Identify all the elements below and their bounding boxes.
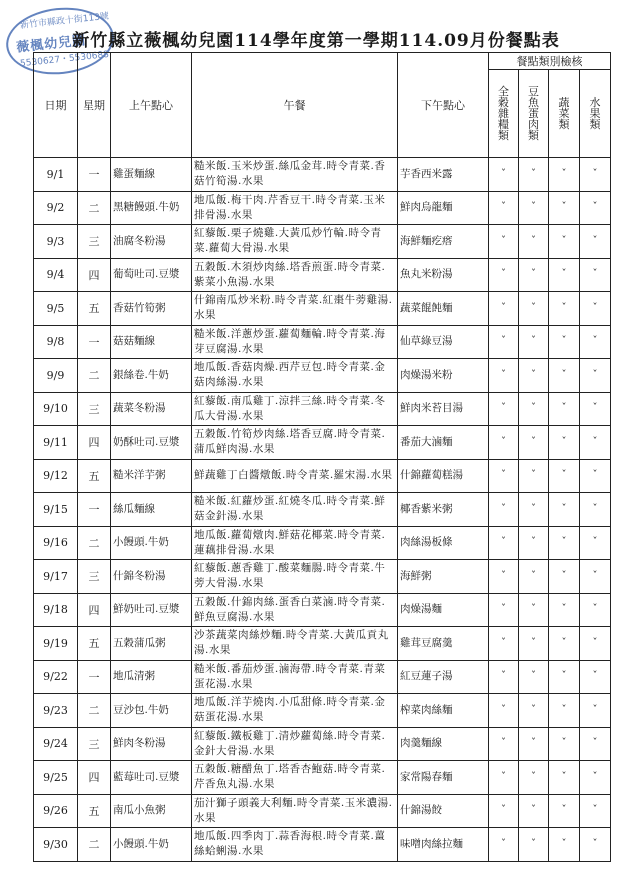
check-mark-vegetables: ˇ: [549, 560, 580, 594]
morning-snack-cell: 南瓜小魚粥: [111, 794, 192, 828]
afternoon-snack-cell: 仙草綠豆湯: [398, 325, 489, 359]
date-cell: 9/18: [34, 593, 78, 627]
date-cell: 9/4: [34, 258, 78, 292]
table-row: [34, 660, 611, 694]
check-mark-vegetables: ˇ: [549, 191, 580, 225]
afternoon-snack-cell: 榨菜肉絲麵: [398, 694, 489, 728]
weekday-cell: 四: [78, 258, 111, 292]
lunch-cell: 五穀飯.什錦肉絲.蛋香白菜滷.時令青菜.鮮魚豆腐湯.水果: [192, 593, 398, 627]
check-mark-grains: ˇ: [489, 258, 519, 292]
check-mark-vegetables: ˇ: [549, 392, 580, 426]
afternoon-snack-cell: 鮮肉烏龍麵: [398, 191, 489, 225]
lunch-cell: 沙茶蔬菜肉絲炒麵.時令青菜.大黃瓜貢丸湯.水果: [192, 627, 398, 661]
header-morning-snack: 上午點心: [111, 53, 192, 158]
check-mark-fruit: ˇ: [580, 560, 611, 594]
check-mark-fruit: ˇ: [580, 359, 611, 393]
table-row: [34, 426, 611, 460]
table-row: [34, 627, 611, 661]
check-mark-vegetables: ˇ: [549, 794, 580, 828]
weekday-cell: 一: [78, 158, 111, 192]
weekday-cell: 三: [78, 727, 111, 761]
table-row: [34, 761, 611, 795]
morning-snack-cell: 地瓜清粥: [111, 660, 192, 694]
lunch-cell: 五穀飯.糖醋魚丁.塔香杏鮑菇.時令青菜.芹香魚丸湯.水果: [192, 761, 398, 795]
lunch-cell: 紅藜飯.蔥香雞丁.酸菜麵腸.時令青菜.牛蒡大骨湯.水果: [192, 560, 398, 594]
check-mark-grains: ˇ: [489, 191, 519, 225]
date-cell: 9/22: [34, 660, 78, 694]
date-cell: 9/16: [34, 526, 78, 560]
meal-table: [33, 52, 611, 862]
header-check-fruit: 水果類: [580, 70, 611, 158]
lunch-cell: 糙米飯.番茄炒蛋.滷海帶.時令青菜.青菜蛋花湯.水果: [192, 660, 398, 694]
check-mark-protein: ˇ: [519, 258, 549, 292]
weekday-cell: 二: [78, 828, 111, 862]
date-cell: 9/10: [34, 392, 78, 426]
table-row: [34, 828, 611, 862]
weekday-cell: 四: [78, 761, 111, 795]
weekday-cell: 二: [78, 191, 111, 225]
check-mark-grains: ˇ: [489, 694, 519, 728]
header-check-vegetables: 蔬菜類: [549, 70, 580, 158]
afternoon-snack-cell: 肉羹麵線: [398, 727, 489, 761]
check-mark-fruit: ˇ: [580, 694, 611, 728]
table-row: [34, 325, 611, 359]
date-cell: 9/19: [34, 627, 78, 661]
weekday-cell: 二: [78, 526, 111, 560]
table-row: [34, 392, 611, 426]
check-mark-fruit: ˇ: [580, 593, 611, 627]
check-mark-fruit: ˇ: [580, 191, 611, 225]
afternoon-snack-cell: 蔬菜餛飩麵: [398, 292, 489, 326]
check-mark-fruit: ˇ: [580, 794, 611, 828]
table-row: [34, 191, 611, 225]
date-cell: 9/11: [34, 426, 78, 460]
check-mark-vegetables: ˇ: [549, 761, 580, 795]
morning-snack-cell: 葡萄吐司.豆漿: [111, 258, 192, 292]
check-mark-fruit: ˇ: [580, 727, 611, 761]
check-mark-vegetables: ˇ: [549, 828, 580, 862]
lunch-cell: 紅藜飯.鐵板雞丁.清炒蘿蔔絲.時令青菜.金針大骨湯.水果: [192, 727, 398, 761]
date-cell: 9/9: [34, 359, 78, 393]
afternoon-snack-cell: 番茄大滷麵: [398, 426, 489, 460]
header-weekday: 星期: [78, 53, 111, 158]
check-mark-protein: ˇ: [519, 392, 549, 426]
check-mark-protein: ˇ: [519, 727, 549, 761]
table-row: [34, 158, 611, 192]
table-row: [34, 727, 611, 761]
morning-snack-cell: 小饅頭.牛奶: [111, 526, 192, 560]
morning-snack-cell: 五穀蒲瓜粥: [111, 627, 192, 661]
check-mark-grains: ˇ: [489, 828, 519, 862]
weekday-cell: 二: [78, 359, 111, 393]
table-row: [34, 560, 611, 594]
check-mark-grains: ˇ: [489, 325, 519, 359]
weekday-cell: 三: [78, 225, 111, 259]
check-mark-vegetables: ˇ: [549, 359, 580, 393]
date-cell: 9/12: [34, 459, 78, 493]
header-check-protein: 豆魚蛋肉類: [519, 70, 549, 158]
check-mark-protein: ˇ: [519, 191, 549, 225]
weekday-cell: 五: [78, 459, 111, 493]
lunch-cell: 什錦南瓜炒米粉.時令青菜.紅棗牛蒡雞湯.水果: [192, 292, 398, 326]
morning-snack-cell: 菇菇麵線: [111, 325, 192, 359]
check-mark-vegetables: ˇ: [549, 426, 580, 460]
table-row: [34, 493, 611, 527]
afternoon-snack-cell: 肉絲湯板條: [398, 526, 489, 560]
date-cell: 9/17: [34, 560, 78, 594]
meal-table-body: [34, 158, 611, 862]
morning-snack-cell: 香菇竹筍粥: [111, 292, 192, 326]
weekday-cell: 五: [78, 794, 111, 828]
check-mark-fruit: ˇ: [580, 526, 611, 560]
afternoon-snack-cell: 魚丸米粉湯: [398, 258, 489, 292]
check-mark-fruit: ˇ: [580, 225, 611, 259]
check-mark-vegetables: ˇ: [549, 225, 580, 259]
morning-snack-cell: 絲瓜麵線: [111, 493, 192, 527]
date-cell: 9/30: [34, 828, 78, 862]
check-mark-protein: ˇ: [519, 828, 549, 862]
check-mark-protein: ˇ: [519, 526, 549, 560]
stamp-address: 新竹市縣政十街113號: [19, 11, 110, 32]
check-mark-vegetables: ˇ: [549, 292, 580, 326]
stamp-phone: 5530627・5530688: [19, 49, 110, 70]
check-mark-vegetables: ˇ: [549, 694, 580, 728]
afternoon-snack-cell: 家常陽春麵: [398, 761, 489, 795]
stamp-name: 薇楓幼兒園: [15, 33, 87, 56]
weekday-cell: 一: [78, 325, 111, 359]
lunch-cell: 鮮蔬雞丁白醬燉飯.時令青菜.羅宋湯.水果: [192, 459, 398, 493]
morning-snack-cell: 糙米洋芋粥: [111, 459, 192, 493]
afternoon-snack-cell: 肉燥湯麵: [398, 593, 489, 627]
check-mark-grains: ˇ: [489, 593, 519, 627]
check-mark-protein: ˇ: [519, 660, 549, 694]
morning-snack-cell: 蔬菜冬粉湯: [111, 392, 192, 426]
date-cell: 9/26: [34, 794, 78, 828]
weekday-cell: 三: [78, 560, 111, 594]
check-mark-fruit: ˇ: [580, 828, 611, 862]
morning-snack-cell: 雞蛋麵線: [111, 158, 192, 192]
check-mark-vegetables: ˇ: [549, 727, 580, 761]
check-mark-protein: ˇ: [519, 694, 549, 728]
table-row: [34, 794, 611, 828]
check-mark-protein: ˇ: [519, 359, 549, 393]
table-row: [34, 593, 611, 627]
check-mark-fruit: ˇ: [580, 459, 611, 493]
afternoon-snack-cell: 什錦蘿蔔糕湯: [398, 459, 489, 493]
table-row: [34, 459, 611, 493]
lunch-cell: 地瓜飯.洋芋燒肉.小瓜甜條.時令青菜.金菇蛋花湯.水果: [192, 694, 398, 728]
table-row: [34, 292, 611, 326]
date-cell: 9/3: [34, 225, 78, 259]
check-mark-vegetables: ˇ: [549, 593, 580, 627]
check-mark-grains: ˇ: [489, 392, 519, 426]
check-mark-fruit: ˇ: [580, 158, 611, 192]
weekday-cell: 四: [78, 593, 111, 627]
afternoon-snack-cell: 味噌肉絲拉麵: [398, 828, 489, 862]
check-mark-grains: ˇ: [489, 761, 519, 795]
morning-snack-cell: 鮮奶吐司.豆漿: [111, 593, 192, 627]
check-mark-vegetables: ˇ: [549, 526, 580, 560]
check-mark-grains: ˇ: [489, 727, 519, 761]
date-cell: 9/8: [34, 325, 78, 359]
check-mark-vegetables: ˇ: [549, 325, 580, 359]
weekday-cell: 三: [78, 392, 111, 426]
check-mark-protein: ˇ: [519, 325, 549, 359]
check-mark-vegetables: ˇ: [549, 158, 580, 192]
morning-snack-cell: 小饅頭.牛奶: [111, 828, 192, 862]
lunch-cell: 紅藜飯.南瓜雞丁.涼拌三絲.時令青菜.冬瓜大骨湯.水果: [192, 392, 398, 426]
check-mark-vegetables: ˇ: [549, 258, 580, 292]
check-mark-protein: ˇ: [519, 761, 549, 795]
header-date: 日期: [34, 53, 78, 158]
check-mark-fruit: ˇ: [580, 392, 611, 426]
afternoon-snack-cell: 什錦湯餃: [398, 794, 489, 828]
check-mark-grains: ˇ: [489, 426, 519, 460]
weekday-cell: 一: [78, 493, 111, 527]
check-mark-fruit: ˇ: [580, 660, 611, 694]
table-row: [34, 694, 611, 728]
lunch-cell: 五穀飯.木須炒肉絲.塔香煎蛋.時令青菜.紫菜小魚湯.水果: [192, 258, 398, 292]
morning-snack-cell: 奶酥吐司.豆漿: [111, 426, 192, 460]
check-mark-grains: ˇ: [489, 560, 519, 594]
check-mark-protein: ˇ: [519, 794, 549, 828]
lunch-cell: 地瓜飯.四季肉丁.蒜香海根.時令青菜.薑絲蛤蜊湯.水果: [192, 828, 398, 862]
check-mark-fruit: ˇ: [580, 325, 611, 359]
check-mark-fruit: ˇ: [580, 493, 611, 527]
check-mark-protein: ˇ: [519, 459, 549, 493]
check-mark-vegetables: ˇ: [549, 627, 580, 661]
check-mark-grains: ˇ: [489, 459, 519, 493]
check-mark-protein: ˇ: [519, 593, 549, 627]
check-mark-vegetables: ˇ: [549, 459, 580, 493]
check-mark-grains: ˇ: [489, 359, 519, 393]
table-row: [34, 225, 611, 259]
afternoon-snack-cell: 芋香西米露: [398, 158, 489, 192]
check-mark-protein: ˇ: [519, 627, 549, 661]
check-mark-vegetables: ˇ: [549, 493, 580, 527]
morning-snack-cell: 黑糖饅頭.牛奶: [111, 191, 192, 225]
check-mark-protein: ˇ: [519, 560, 549, 594]
weekday-cell: 五: [78, 292, 111, 326]
check-mark-vegetables: ˇ: [549, 660, 580, 694]
afternoon-snack-cell: 紅豆蓮子湯: [398, 660, 489, 694]
lunch-cell: 糙米飯.玉米炒蛋.絲瓜金茸.時令青菜.香菇竹筍湯.水果: [192, 158, 398, 192]
check-mark-grains: ˇ: [489, 493, 519, 527]
check-mark-fruit: ˇ: [580, 258, 611, 292]
check-mark-grains: ˇ: [489, 526, 519, 560]
header-check-group: 餐點類別檢核: [489, 53, 611, 70]
weekday-cell: 一: [78, 660, 111, 694]
check-mark-protein: ˇ: [519, 426, 549, 460]
date-cell: 9/23: [34, 694, 78, 728]
page-title: 新竹縣立薇楓幼兒園114學年度第一學期114.09月份餐點表: [72, 31, 560, 51]
morning-snack-cell: 什錦冬粉湯: [111, 560, 192, 594]
check-mark-protein: ˇ: [519, 158, 549, 192]
check-mark-grains: ˇ: [489, 660, 519, 694]
morning-snack-cell: 藍莓吐司.豆漿: [111, 761, 192, 795]
date-cell: 9/2: [34, 191, 78, 225]
afternoon-snack-cell: 雞茸豆腐羹: [398, 627, 489, 661]
header-check-grains: 全穀雜糧類: [489, 70, 519, 158]
weekday-cell: 四: [78, 426, 111, 460]
afternoon-snack-cell: 鮮肉米苔目湯: [398, 392, 489, 426]
weekday-cell: 五: [78, 627, 111, 661]
header-afternoon-snack: 下午點心: [398, 53, 489, 158]
check-mark-fruit: ˇ: [580, 426, 611, 460]
check-mark-grains: ˇ: [489, 225, 519, 259]
lunch-cell: 糙米飯.洋蔥炒蛋.蘿蔔麵輪.時令青菜.海芽豆腐湯.水果: [192, 325, 398, 359]
afternoon-snack-cell: 海鮮粥: [398, 560, 489, 594]
afternoon-snack-cell: 肉燥湯米粉: [398, 359, 489, 393]
lunch-cell: 地瓜飯.蘿蔔燉肉.鮮菇花椰菜.時令青菜.蓮藕排骨湯.水果: [192, 526, 398, 560]
morning-snack-cell: 油腐冬粉湯: [111, 225, 192, 259]
date-cell: 9/24: [34, 727, 78, 761]
afternoon-snack-cell: 椰香紫米粥: [398, 493, 489, 527]
lunch-cell: 地瓜飯.梅干肉.芹香豆干.時令青菜.玉米排骨湯.水果: [192, 191, 398, 225]
header-lunch: 午餐: [192, 53, 398, 158]
date-cell: 9/5: [34, 292, 78, 326]
lunch-cell: 五穀飯.竹筍炒肉絲.塔香豆腐.時令青菜.蒲瓜鮮肉湯.水果: [192, 426, 398, 460]
table-row: [34, 258, 611, 292]
table-row: [34, 526, 611, 560]
date-cell: 9/15: [34, 493, 78, 527]
date-cell: 9/25: [34, 761, 78, 795]
date-cell: 9/1: [34, 158, 78, 192]
check-mark-protein: ˇ: [519, 292, 549, 326]
check-mark-fruit: ˇ: [580, 292, 611, 326]
check-mark-grains: ˇ: [489, 794, 519, 828]
afternoon-snack-cell: 海鮮麵疙瘩: [398, 225, 489, 259]
check-mark-fruit: ˇ: [580, 761, 611, 795]
check-mark-fruit: ˇ: [580, 627, 611, 661]
table-row: [34, 359, 611, 393]
morning-snack-cell: 銀絲卷.牛奶: [111, 359, 192, 393]
morning-snack-cell: 豆沙包.牛奶: [111, 694, 192, 728]
morning-snack-cell: 鮮肉冬粉湯: [111, 727, 192, 761]
lunch-cell: 糙米飯.紅蘿炒蛋.紅燒冬瓜.時令青菜.鮮菇金針湯.水果: [192, 493, 398, 527]
check-mark-grains: ˇ: [489, 292, 519, 326]
lunch-cell: 地瓜飯.香菇肉燥.西芹豆包.時令青菜.金菇肉絲湯.水果: [192, 359, 398, 393]
check-mark-protein: ˇ: [519, 225, 549, 259]
weekday-cell: 二: [78, 694, 111, 728]
check-mark-grains: ˇ: [489, 158, 519, 192]
check-mark-protein: ˇ: [519, 493, 549, 527]
lunch-cell: 紅藜飯.栗子燒雞.大黃瓜炒竹輪.時令青菜.蘿蔔大骨湯.水果: [192, 225, 398, 259]
check-mark-grains: ˇ: [489, 627, 519, 661]
lunch-cell: 茄汁獅子頭義大利麵.時令青菜.玉米濃湯.水果: [192, 794, 398, 828]
